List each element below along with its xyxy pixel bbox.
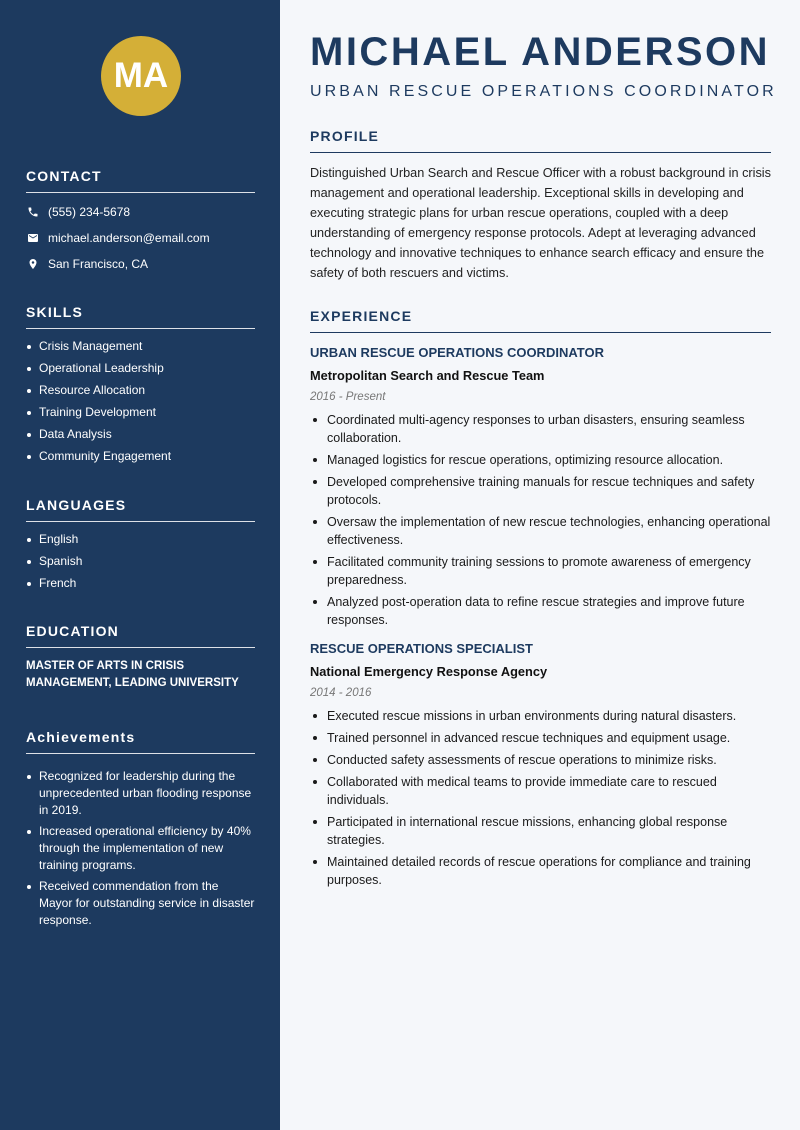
- experience-title: EXPERIENCE: [310, 308, 771, 333]
- skill-item: Training Development: [26, 404, 255, 421]
- skill-item: Resource Allocation: [26, 382, 255, 399]
- job-entry: [310, 641, 771, 889]
- achievement-item: Increased operational efficiency by 40% through the implementation of new training programs.: [26, 823, 255, 874]
- skills-section: [26, 304, 255, 470]
- email-text: michael.anderson@email.com: [48, 231, 210, 245]
- languages-section: [26, 497, 255, 597]
- contact-title: CONTACT: [26, 168, 255, 193]
- job-bullet: Participated in international rescue missions, enhancing global response strategies.: [310, 813, 771, 849]
- job-title: RESCUE OPERATIONS SPECIALIST: [310, 641, 533, 656]
- job-bullet: Facilitated community training sessions to promote awareness of emergency preparedness.: [310, 553, 771, 589]
- job-bullet: Coordinated multi-agency responses to urban disasters, ensuring seamless collaboration.: [310, 411, 771, 447]
- job-bullet: Analyzed post-operation data to refine rescue strategies and improve future responses.: [310, 593, 771, 629]
- email-icon: [26, 231, 40, 245]
- job-entry: [310, 345, 771, 629]
- location-text: San Francisco, CA: [48, 257, 149, 271]
- achievements-list: [26, 768, 255, 929]
- skills-title: SKILLS: [26, 304, 255, 329]
- skills-list: [26, 338, 255, 465]
- job-bullet: Trained personnel in advanced rescue techniques and equipment usage.: [310, 729, 771, 747]
- profile-section: [310, 128, 771, 283]
- education-section: [26, 623, 255, 692]
- person-role: URBAN RESCUE OPERATIONS COORDINATOR: [310, 83, 777, 100]
- profile-text: Distinguished Urban Search and Rescue Officer with a robust background in crisis management and operational leadership. Exceptional skills in developing and executing strategic plans for urban rescue operations, coupled with a deep understanding of emergency response protocols. Adept at leveraging advanced technology and innovative techniques to enhance search efficacy and ensure the safety of both rescuers and victims.: [310, 166, 771, 280]
- language-item: English: [26, 531, 255, 548]
- location-pin-icon: [26, 257, 40, 271]
- avatar: MA: [101, 36, 181, 116]
- profile-title: PROFILE: [310, 128, 771, 153]
- job-bullet: Oversaw the implementation of new rescue technologies, enhancing operational effectiveness.: [310, 513, 771, 549]
- sidebar: [0, 0, 280, 1130]
- education-degree: MASTER OF ARTS IN CRISIS MANAGEMENT, LEADING UNIVERSITY: [26, 660, 239, 689]
- languages-list: [26, 531, 255, 592]
- job-bullet: Executed rescue missions in urban environments during natural disasters.: [310, 707, 771, 725]
- language-item: French: [26, 575, 255, 592]
- job-bullet: Maintained detailed records of rescue operations for compliance and training purposes.: [310, 853, 771, 889]
- contact-phone[interactable]: [26, 199, 255, 225]
- contact-location: [26, 251, 255, 277]
- job-company: Metropolitan Search and Rescue Team: [310, 368, 545, 383]
- skill-item: Operational Leadership: [26, 360, 255, 377]
- contact-section: [26, 168, 255, 277]
- achievements-title: Achievements: [26, 729, 255, 754]
- achievement-item: Received commendation from the Mayor for outstanding service in disaster response.: [26, 878, 255, 929]
- job-bullet: Developed comprehensive training manuals for rescue techniques and safety protocols.: [310, 473, 771, 509]
- phone-icon: [26, 205, 40, 219]
- skill-item: Community Engagement: [26, 448, 255, 465]
- job-dates: 2016 - Present: [310, 391, 386, 403]
- experience-section: [310, 308, 771, 893]
- job-company: National Emergency Response Agency: [310, 664, 548, 679]
- job-bullets: [310, 411, 771, 629]
- person-name: MICHAEL ANDERSON: [310, 30, 771, 74]
- languages-title: LANGUAGES: [26, 497, 255, 522]
- job-bullet: Collaborated with medical teams to provide immediate care to rescued individuals.: [310, 773, 771, 809]
- education-title: EDUCATION: [26, 623, 255, 648]
- job-title: URBAN RESCUE OPERATIONS COORDINATOR: [310, 345, 604, 360]
- job-dates: 2014 - 2016: [310, 687, 372, 699]
- job-bullet: Managed logistics for rescue operations, optimizing resource allocation.: [310, 451, 771, 469]
- job-bullet: Conducted safety assessments of rescue operations to minimize risks.: [310, 751, 771, 769]
- contact-email[interactable]: [26, 225, 255, 251]
- job-bullets: [310, 707, 771, 889]
- phone-text: (555) 234-5678: [48, 205, 131, 219]
- language-item: Spanish: [26, 553, 255, 570]
- achievements-section: [26, 729, 255, 933]
- skill-item: Crisis Management: [26, 338, 255, 355]
- achievement-item: Recognized for leadership during the unprecedented urban flooding response in 2019.: [26, 768, 255, 819]
- skill-item: Data Analysis: [26, 426, 255, 443]
